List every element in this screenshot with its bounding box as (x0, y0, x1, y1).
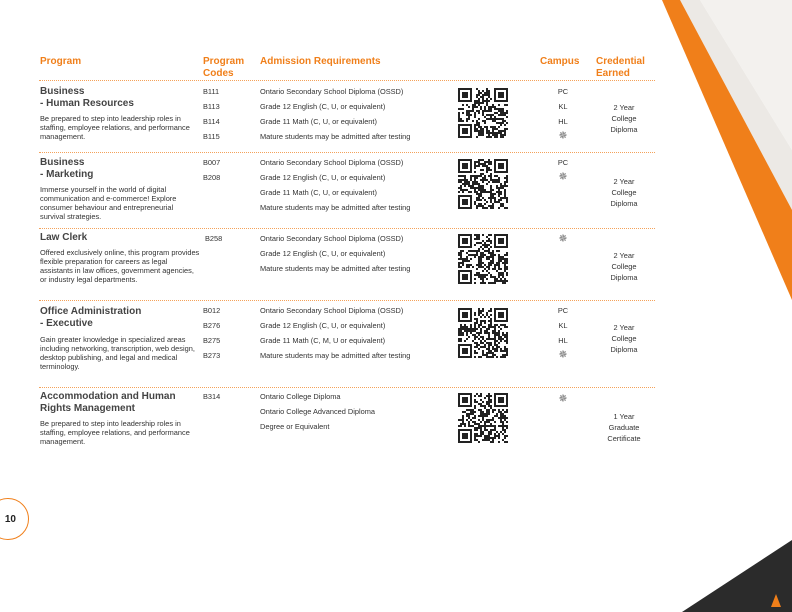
qr-code[interactable] (458, 393, 508, 443)
requirement: Grade 11 Math (C, M, U or equivalent) (260, 336, 386, 345)
requirement: Degree or Equivalent (260, 422, 330, 431)
credential: 2 Year College Diploma (610, 251, 638, 282)
campus-code: PC (557, 158, 569, 167)
admission-requirements (260, 84, 410, 144)
requirement: Ontario College Diploma (260, 392, 341, 401)
credential: 2 Year College Diploma (610, 103, 638, 134)
program-description: Gain greater knowledge in specialized areas including networking, transcription, web design, desktop publishing, and legal and medical terminology. (40, 335, 195, 371)
qr-pattern (458, 88, 508, 138)
requirement: Ontario Secondary School Diploma (OSSD) (260, 158, 404, 167)
qr-pattern (458, 234, 508, 284)
qr-code[interactable] (458, 234, 508, 284)
program-title: Business - Human Resources (40, 86, 134, 109)
program-code: B012 (203, 306, 221, 315)
qr-pattern (458, 159, 508, 209)
header-program: Program (40, 56, 82, 67)
program-code: B111 (203, 87, 220, 96)
qr-code[interactable] (458, 159, 508, 209)
campus-list (548, 392, 578, 407)
program-description: Offered exclusively online, this program provides flexible preparation for careers as legal assistants in law offices, government agencies, or industry legal departments. (40, 248, 200, 284)
row-separator (39, 300, 655, 301)
program-code: B258 (205, 234, 223, 243)
program-code: B208 (203, 173, 221, 182)
admission-requirements (260, 389, 375, 434)
credential: 2 Year College Diploma (610, 177, 638, 208)
campus-list (548, 84, 578, 144)
requirement: Grade 11 Math (C, U, or equivalent) (260, 117, 377, 126)
header-program-codes: Program Codes (203, 56, 245, 79)
program-codes (203, 389, 220, 404)
online-campus-icon: ✵ (558, 393, 568, 405)
page-number: 10 (0, 498, 29, 540)
campus-list (548, 155, 578, 185)
row-separator (39, 228, 655, 229)
program-codes (203, 303, 220, 363)
program-code: B114 (203, 117, 220, 126)
requirement: Grade 12 English (C, U, or equivalent) (260, 249, 386, 258)
credential: 2 Year College Diploma (610, 323, 638, 354)
program-code: B275 (203, 336, 221, 345)
online-campus-icon: ✵ (558, 349, 568, 361)
campus-code: HL (558, 336, 568, 345)
requirement: Mature students may be admitted after testing (260, 351, 411, 360)
row-separator (39, 387, 655, 388)
campus-code: PC (557, 87, 569, 96)
online-campus-icon: ✵ (558, 171, 568, 183)
program-title: Business - Marketing (40, 157, 94, 180)
qr-code[interactable] (458, 308, 508, 358)
program-code: B273 (203, 351, 221, 360)
requirement: Mature students may be admitted after testing (260, 203, 411, 212)
qr-pattern (458, 308, 508, 358)
program-codes (203, 155, 220, 185)
program-title: Accommodation and Human Rights Management (40, 391, 176, 414)
campus-code: KL (558, 102, 568, 111)
header-admission-requirements: Admission Requirements (260, 56, 381, 67)
requirement: Mature students may be admitted after testing (260, 264, 411, 273)
requirement: Mature students may be admitted after testing (260, 132, 411, 141)
header-campus: Campus (540, 56, 580, 67)
requirement: Ontario Secondary School Diploma (OSSD) (260, 306, 404, 315)
qr-code[interactable] (458, 88, 508, 138)
campus-code: HL (558, 117, 568, 126)
campus-list (548, 303, 578, 363)
online-campus-icon: ✵ (558, 233, 568, 245)
program-code: B113 (203, 102, 220, 111)
requirement: Grade 12 English (C, U, or equivalent) (260, 321, 386, 330)
row-separator (39, 80, 655, 81)
campus-code: PC (557, 306, 569, 315)
program-description: Be prepared to step into leadership roles in staffing, employee relations, and performance management. (40, 419, 190, 446)
row-separator (39, 152, 655, 153)
requirement: Grade 12 English (C, U, or equivalent) (260, 102, 386, 111)
requirement: Grade 12 English (C, U, or equivalent) (260, 173, 386, 182)
admission-requirements (260, 303, 410, 363)
requirement: Ontario Secondary School Diploma (OSSD) (260, 234, 404, 243)
program-code: B115 (203, 132, 220, 141)
program-code: B314 (203, 392, 221, 401)
program-codes (205, 231, 222, 246)
campus-code: KL (558, 321, 568, 330)
campus-list (548, 232, 578, 247)
requirement: Ontario College Advanced Diploma (260, 407, 376, 416)
program-description: Immerse yourself in the world of digital communication and e-commerce! Explore consumer behaviour and entrepreneurial survival strategies. (40, 185, 177, 221)
program-code: B007 (203, 158, 221, 167)
requirement: Ontario Secondary School Diploma (OSSD) (260, 87, 404, 96)
program-codes (203, 84, 220, 144)
program-title: Law Clerk (40, 232, 88, 243)
requirement: Grade 11 Math (C, U, or equivalent) (260, 188, 377, 197)
online-campus-icon: ✵ (558, 130, 568, 142)
admission-requirements (260, 155, 410, 215)
program-code: B276 (203, 321, 221, 330)
qr-pattern (458, 393, 508, 443)
header-credential-earned: Credential Earned (596, 56, 645, 79)
program-description: Be prepared to step into leadership roles in staffing, employee relations, and performance management. (40, 114, 190, 141)
admission-requirements (260, 231, 410, 276)
program-title: Office Administration - Executive (40, 306, 142, 329)
credential: 1 Year Graduate Certificate (607, 412, 641, 443)
